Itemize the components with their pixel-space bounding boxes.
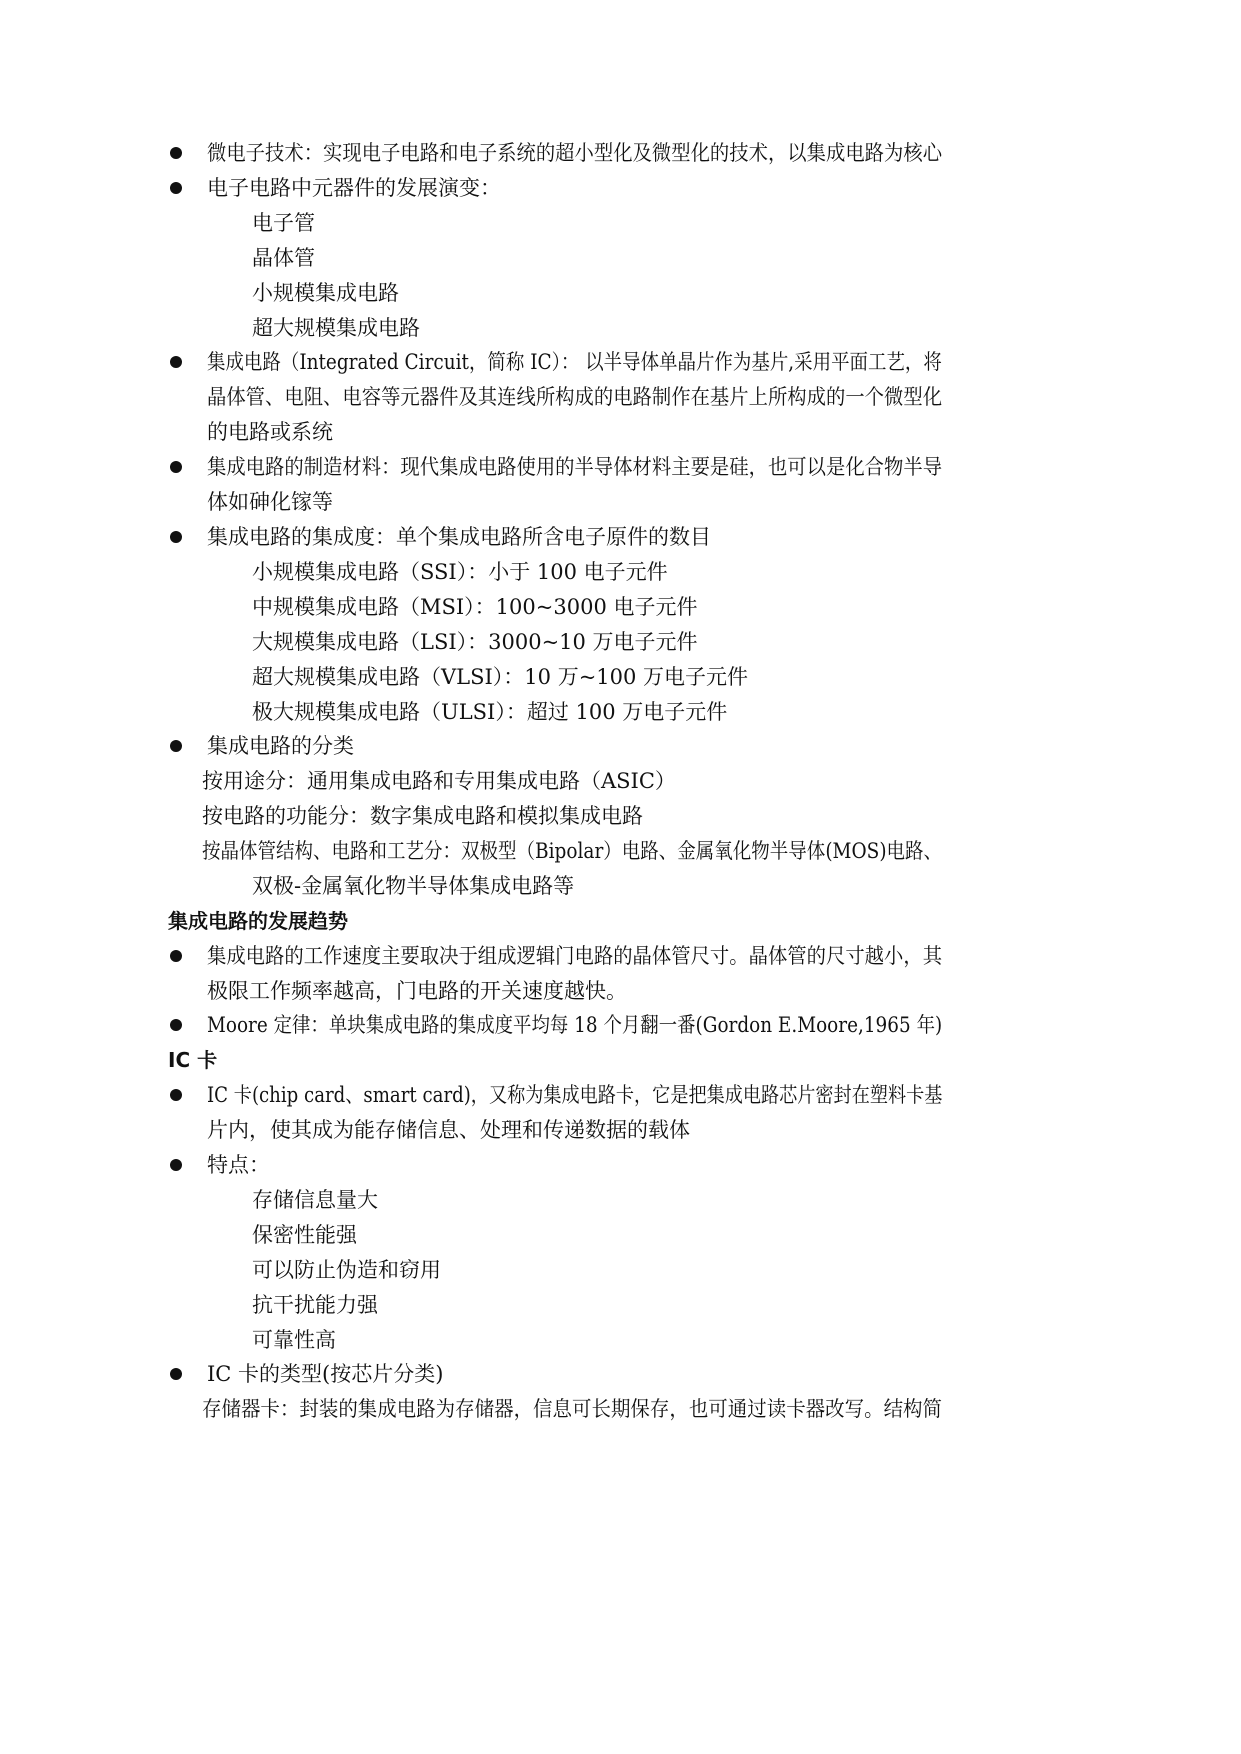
list-item: 中规模集成电路（MSI）：100~3000 电子元件: [252, 595, 698, 619]
paragraph-ic-definition-line-1: 集成电路（Integrated Circuit，简称 IC）： 以半导体单晶片作为基片,采用平面工艺，将: [207, 350, 942, 374]
paragraph-classification: 集成电路的分类: [207, 734, 354, 758]
section-heading-trends: 集成电路的发展趋势: [168, 909, 348, 933]
bullet-icon: [170, 356, 182, 368]
paragraph-materials-line-1: 集成电路的制造材料：现代集成电路使用的半导体材料主要是硅，也可以是化合物半导: [207, 455, 943, 479]
bullet-icon: [170, 1368, 182, 1380]
paragraph-moore-law: Moore 定律：单块集成电路的集成度平均每 18 个月翻一番(Gordon E.Moore,1965 年): [207, 1013, 943, 1037]
list-item: 超大规模集成电路（VLSI）：10 万~100 万电子元件: [252, 665, 749, 689]
bullet-icon: [170, 950, 182, 962]
bullet-icon: [170, 1089, 182, 1101]
paragraph-microelectronics: 微电子技术：实现电子电路和电子系统的超小型化及微型化的技术，以集成电路为核心: [207, 141, 943, 165]
bullet-icon: [170, 531, 182, 543]
paragraph-features: 特点：: [207, 1153, 270, 1177]
bullet-icon: [170, 1159, 182, 1171]
list-item: 大规模集成电路（LSI）：3000~10 万电子元件: [252, 630, 698, 654]
bullet-icon: [170, 461, 182, 473]
list-item: 按用途分：通用集成电路和专用集成电路（ASIC）: [202, 769, 676, 793]
list-item: 存储器卡：封装的集成电路为存储器，信息可长期保存，也可通过读卡器改写。结构简: [202, 1397, 942, 1421]
paragraph-materials-line-2: 体如砷化镓等: [207, 490, 333, 514]
paragraph-speed-line-1: 集成电路的工作速度主要取决于组成逻辑门电路的晶体管尺寸。晶体管的尺寸越小，其: [207, 944, 943, 968]
list-item: 可靠性高: [252, 1328, 336, 1352]
list-item: 极大规模集成电路（ULSI）：超过 100 万电子元件: [252, 700, 728, 724]
list-item: 晶体管: [252, 246, 315, 270]
list-item: 电子管: [252, 211, 315, 235]
paragraph-integration-level: 集成电路的集成度：单个集成电路所含电子原件的数目: [207, 525, 711, 549]
list-item: 按电路的功能分：数字集成电路和模拟集成电路: [202, 804, 643, 828]
list-item: 超大规模集成电路: [252, 316, 420, 340]
section-heading-ic-card: IC 卡: [168, 1048, 218, 1072]
paragraph-speed-line-2: 极限工作频率越高，门电路的开关速度越快。: [207, 979, 627, 1003]
list-item: 小规模集成电路（SSI）：小于 100 电子元件: [252, 560, 668, 584]
list-item: 存储信息量大: [252, 1188, 378, 1212]
paragraph-ic-card-line-2: 片内，使其成为能存储信息、处理和传递数据的载体: [207, 1118, 690, 1142]
list-item: 保密性能强: [252, 1223, 357, 1247]
paragraph-ic-card-types: IC 卡的类型(按芯片分类): [207, 1362, 444, 1386]
paragraph-ic-definition-line-2: 晶体管、电阻、电容等元器件及其连线所构成的电路制作在基片上所构成的一个微型化: [207, 385, 943, 409]
list-item: 可以防止伪造和窃用: [252, 1258, 441, 1282]
paragraph-ic-definition-line-3: 的电路或系统: [207, 420, 333, 444]
bullet-icon: [170, 182, 182, 194]
list-item: 小规模集成电路: [252, 281, 399, 305]
paragraph-component-evolution: 电子电路中元器件的发展演变：: [207, 176, 501, 200]
paragraph-ic-card-line-1: IC 卡(chip card、smart card)，又称为集成电路卡，它是把集成电路芯片密封在塑料卡基: [207, 1083, 943, 1107]
bullet-icon: [170, 740, 182, 752]
bullet-icon: [170, 1019, 182, 1031]
list-item-continuation: 双极-金属氧化物半导体集成电路等: [252, 874, 575, 898]
bullet-icon: [170, 147, 182, 159]
list-item: 按晶体管结构、电路和工艺分：双极型（Bipolar）电路、金属氧化物半导体(MOS)电路、: [202, 839, 943, 863]
list-item: 抗干扰能力强: [252, 1293, 378, 1317]
